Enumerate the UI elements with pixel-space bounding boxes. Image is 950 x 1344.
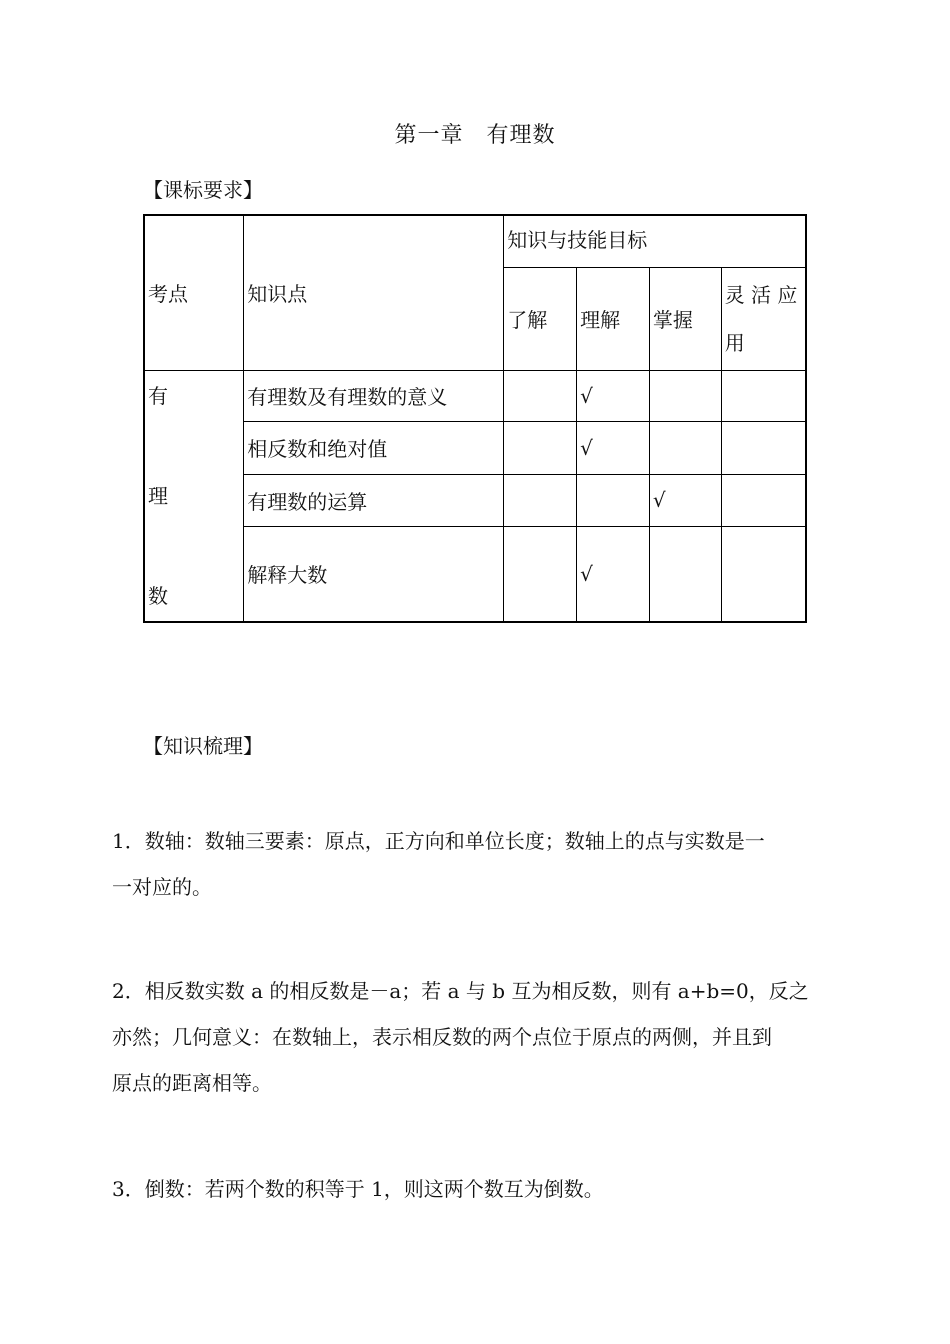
mark-cell [649, 526, 721, 621]
check-mark: √ [577, 526, 650, 621]
point-line: 1．数轴：数轴三要素：原点，正方向和单位长度；数轴上的点与实数是一 [112, 829, 765, 853]
topic-char-2: 理 [148, 483, 168, 508]
check-mark: √ [577, 421, 650, 474]
mark-cell [721, 526, 806, 621]
mark-cell [504, 474, 577, 526]
check-mark: √ [649, 474, 721, 526]
mark-cell [721, 421, 806, 474]
point-line: 原点的距离相等。 [112, 1071, 272, 1095]
subheader-liaojie: 了解 [504, 267, 577, 370]
subheader-linghuo-line2: 用 [724, 330, 745, 355]
topic-cell [144, 370, 244, 622]
subheader-linghuo-yingyong [721, 267, 806, 370]
point-line: 2．相反数实数 a 的相反数是－a；若 a 与 b 互为相反数，则有 a+b=0，反之 [112, 979, 809, 1003]
knowledge-point-3 [112, 1166, 842, 1212]
mark-cell [649, 421, 721, 474]
subheader-zhangwo: 掌握 [649, 267, 721, 370]
header-goal: 知识与技能目标 [504, 215, 806, 267]
mark-cell [649, 370, 721, 421]
knowledge-point-2 [112, 968, 842, 1106]
mark-cell [504, 421, 577, 474]
row-item: 解释大数 [244, 526, 504, 621]
header-zhishidian: 知识点 [244, 215, 504, 370]
check-mark: √ [577, 370, 650, 421]
mark-cell [504, 370, 577, 421]
chapter-title: 第一章 有理数 [394, 123, 556, 148]
point-line: 3．倒数：若两个数的积等于 1，则这两个数互为倒数。 [112, 1177, 604, 1201]
topic-char-1: 有 [148, 383, 168, 408]
knowledge-point-1 [112, 818, 842, 910]
requirements-table [143, 214, 807, 623]
mark-cell [577, 474, 650, 526]
row-item: 有理数及有理数的意义 [244, 370, 504, 421]
mark-cell [504, 526, 577, 621]
mark-cell [721, 474, 806, 526]
point-line: 亦然；几何意义：在数轴上，表示相反数的两个点位于原点的两侧，并且到 [112, 1025, 772, 1049]
row-item: 有理数的运算 [244, 474, 504, 526]
mark-cell [721, 370, 806, 421]
header-kaodian: 考点 [144, 215, 244, 370]
point-line: 一对应的。 [112, 875, 212, 899]
topic-char-3: 数 [148, 583, 168, 608]
row-item: 相反数和绝对值 [244, 421, 504, 474]
subheader-lijie: 理解 [577, 267, 650, 370]
subheader-linghuo-line1: 灵 活 应 [724, 282, 798, 307]
section-heading-knowledge: 【知识梳理】 [143, 734, 263, 758]
section-heading-requirements: 【课标要求】 [143, 178, 263, 202]
